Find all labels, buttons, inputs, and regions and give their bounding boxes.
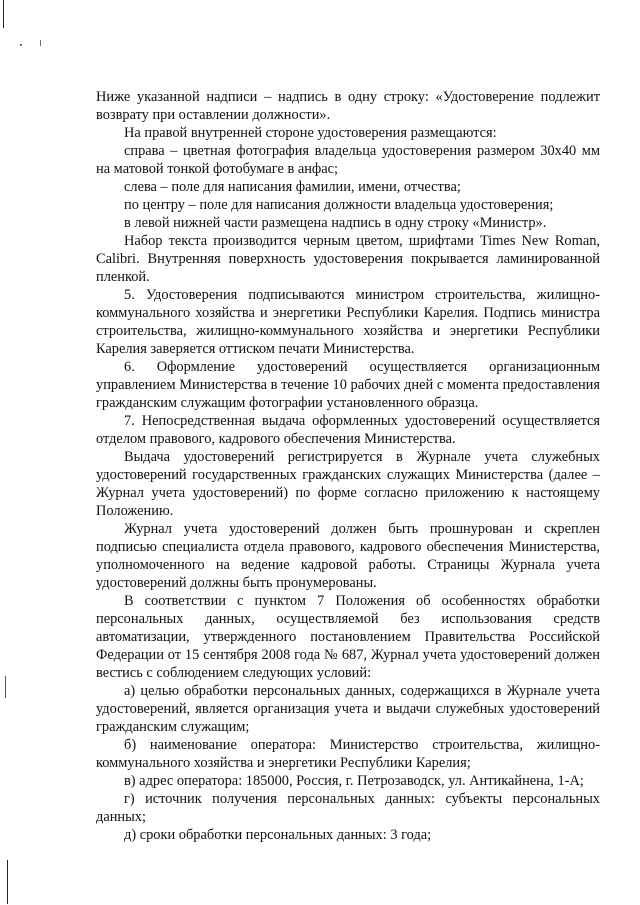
paragraph-item-7: 7. Непосредственная выдача оформленных удостоверений осуществляется отделом правового, кадрового обеспечения Министерства.	[96, 413, 600, 447]
paragraph-inscription: Ниже указанной надписи – надпись в одну строку: «Удостоверение подлежит возврату при оставлении должности».	[96, 89, 600, 123]
scan-edge-mark-bottom	[7, 860, 8, 904]
paragraph-condition-v: в) адрес оператора: 185000, Россия, г. Петрозаводск, ул. Антикайнена, 1-А;	[124, 773, 584, 789]
paragraph-journal-binding: Журнал учета удостоверений должен быть прошнурован и скреплен подписью специалиста отдела правового, кадрового обеспечения Министерства, уполномоченного на ведение кадровой работы. Страницы Журнала учета удостоверений должны быть пронумерованы.	[96, 521, 600, 591]
paragraph-right-side-heading: На правой внутренней стороне удостоверения размещаются:	[124, 125, 497, 141]
document-page	[96, 88, 600, 844]
paragraph-condition-g: г) источник получения персональных данных: субъекты персональных данных;	[96, 791, 600, 825]
paragraph-position-field: по центру – поле для написания должности владельца удостоверения;	[124, 197, 554, 213]
scan-speck	[20, 44, 22, 46]
paragraph-item-6: 6. Оформление удостоверений осуществляется организационным управлением Министерства в течение 10 рабочих дней с момента предоставления гражданским служащим фотографии установленного образца.	[96, 359, 600, 411]
scan-speck	[40, 40, 41, 46]
paragraph-condition-b: б) наименование оператора: Министерство строительства, жилищно-коммунального хозяйства и энергетики Республики Карелия;	[96, 737, 600, 771]
paragraph-item-5: 5. Удостоверения подписываются министром строительства, жилищно-коммунального хозяйства и энергетики Республики Карелия. Подпись министра строительства, жилищно-коммунального хозяйства и энергетики Республики Карелия заверяется оттиском печати Министерства.	[96, 287, 600, 357]
scan-edge-mark-top	[3, 0, 4, 28]
paragraph-name-field: слева – поле для написания фамилии, имени, отчества;	[124, 179, 461, 195]
paragraph-condition-a: а) целью обработки персональных данных, содержащихся в Журнале учета удостоверений, является организация учета и выдачи служебных удостоверений гражданским служащим;	[96, 683, 600, 735]
paragraph-condition-d: д) сроки обработки персональных данных: 3 года;	[124, 827, 432, 843]
paragraph-registration: Выдача удостоверений регистрируется в Журнале учета служебных удостоверений государственных гражданских служащих Министерства (далее – Журнал учета удостоверений) по форме согласно приложению к настоящему Положению.	[96, 449, 600, 519]
paragraph-typesetting: Набор текста производится черным цветом, шрифтами Times New Roman, Calibri. Внутренняя поверхность удостоверения покрывается ламинированной пленкой.	[96, 233, 600, 285]
paragraph-personal-data-conditions: В соответствии с пунктом 7 Положения об особенностях обработки персональных данных, осуществляемой без использования средств автоматизации, утвержденного постановлением Правительства Российской Федерации от 15 сентября 2008 года № 687, Журнал учета удостоверений должен вестись с соблюдением следующих условий:	[96, 593, 600, 681]
scan-edge-mark-middle	[5, 676, 6, 698]
paragraph-minister-caption: в левой нижней части размещена надпись в одну строку «Министр».	[124, 215, 547, 231]
paragraph-photo: справа – цветная фотография владельца удостоверения размером 30х40 мм на матовой тонкой фотобумаге в анфас;	[96, 143, 600, 177]
